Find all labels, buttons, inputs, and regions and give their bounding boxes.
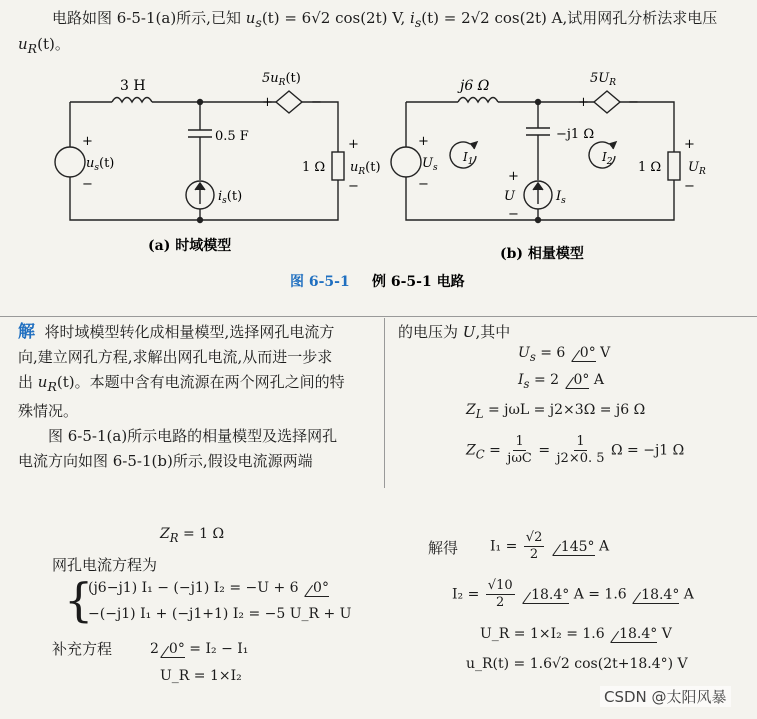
supp-eq-2: U_R = 1×I₂ [160,668,242,684]
i1-result: I₁ = $\frac{√2}{2}$ 145° A [490,530,610,562]
supp-eq-1: 2 0° = I₂ − I₁ [150,641,249,657]
solution-left: 解 将时域模型转化成相量模型,选择网孔电流方 向,建立网孔方程,求解出网孔电流,从而进一步求 出 $u_R(t)$。本题中含有电流源在两个网孔之间的特 殊情况。 图 6-5-1(a)所示电路的相量模型及选择网孔 电流方向如图 6-5-1(b)所示,假设电流源两端 [18,322,345,470]
solution-right: 的电压为 U,其中 [398,323,511,341]
us-plus-b: + [418,134,429,149]
zc-eq: $Z_C$ = $\frac{1}{\text{jωC}}$ = $\frac{1}{j2\times 0. 5}$ Ω = −j1 Ω [466,434,685,466]
u-label-b: U [504,189,515,204]
is-label-a: $i_s(t)$ [218,189,243,206]
circuit-figure [0,70,757,300]
us-expr: (t) = 6√2 cos(2t) V, [261,9,410,27]
zr-eq: $Z_R = 1$ Ω [160,526,225,545]
us-plus-a: + [82,134,93,149]
csdn-watermark: CSDN @太阳风暴 [600,686,731,707]
mesh-title: 网孔电流方程为 [52,556,158,574]
intro-text: 电路如图 6-5-1(a)所示,已知 [52,9,246,27]
capacitor-label-b: −j1 Ω [556,127,595,142]
caption-a: (a) 时域模型 [148,238,232,254]
inductor-label-b: j6 Ω [460,78,490,94]
problem-statement-line2 [18,32,70,61]
us-phasor-eq: $U_s = 6$ 0° V [518,345,611,364]
inductor-label-a: 3 H [120,78,146,94]
solve-title: 解得 [428,539,459,557]
ur-end: (t)。 [37,35,70,53]
ur-minus-a: − [348,179,359,194]
dep-plus-a: + [262,95,273,110]
is-symbol: i [410,9,415,27]
us-label-a: $u_s(t)$ [86,156,115,173]
ur-symbol: u [18,35,28,53]
mesh-brace: { [64,573,94,627]
ur-plus-a: + [348,137,359,152]
ur-label-b: $U_R$ [688,160,706,177]
resistor-label-b: 1 Ω [638,160,662,175]
is-label-b: $I_s$ [556,189,566,206]
figure-number: 图 6-5-1 [290,274,350,290]
i1-label: $I_1$ [463,150,474,167]
dep-plus-b: + [578,95,589,110]
ur-plus-b: + [684,137,695,152]
dep-source-label-a: $5u_R(t)$ [262,71,301,88]
mesh-eq-1: (j6−j1) I₁ − (−j1) I₂ = −U + 6 0° [88,580,329,596]
dep-minus-b: − [628,95,639,110]
i2-result: I₂ = $\frac{√10}{2}$ 18.4° A = 1.6 18.4° A [452,578,694,610]
zl-eq: $Z_L = j\omega L = j2\times 3\Omega = j6$ Ω [466,402,646,421]
resistor-label-a: 1 Ω [302,160,326,175]
u-plus-b: + [508,169,519,184]
mesh-eq-2: −(−j1) I₁ + (−j1+1) I₂ = −5 U_R + U [88,606,352,622]
caption-b: (b) 相量模型 [500,246,584,262]
solution-head: 解 [18,322,35,342]
u-minus-b: − [508,207,519,222]
us-minus-b: − [418,177,429,192]
figure-title: 例 6-5-1 电路 [372,274,465,290]
capacitor-label-a: 0.5 F [215,129,249,144]
ur-label-a: $u_R(t)$ [350,160,381,177]
ur-result: U_R = 1×I₂ = 1.6 18.4° V [480,626,672,642]
us-symbol: u [245,9,256,27]
us-label-b: $U_s$ [422,156,438,173]
supp-title: 补充方程 [52,640,113,658]
urt-result: u_R(t) = 1.6√2 cos(2t+18.4°) V [466,656,688,672]
is-sub: s [414,15,422,30]
section-divider [0,316,757,317]
is-expr: (t) = 2√2 cos(2t) A,试用网孔分析法求电压 [421,9,718,27]
ur-sub: R [27,41,38,56]
dep-source-label-b: $5U_R$ [590,71,617,88]
problem-statement [52,6,752,35]
is-phasor-eq: $I_s = 2$ 0° A [518,372,605,391]
us-sub: s [255,15,262,30]
us-minus-a: − [82,177,93,192]
i2-label: $I_2$ [602,150,613,167]
dep-minus-a: − [311,95,322,110]
ur-minus-b: − [684,179,695,194]
column-divider [384,318,385,488]
